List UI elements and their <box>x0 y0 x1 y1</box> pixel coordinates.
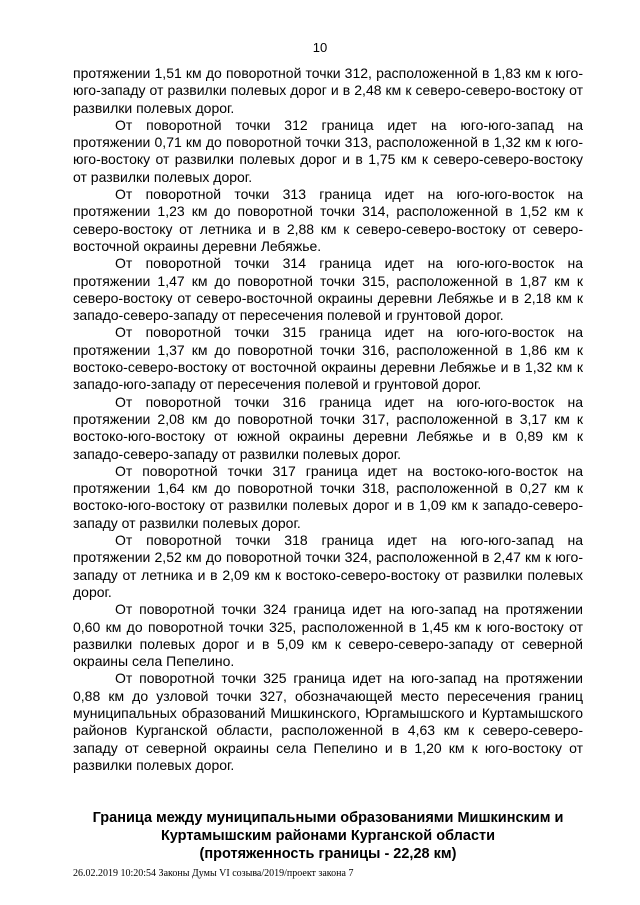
paragraph-continuation: протяжении 1,51 км до поворотной точки 312, расположенной в 1,83 км к юго-юго-западу от развилки полевых дорог и в 2,48 км к северо-северо-востоку от развилки полевых дорог. <box>73 65 583 116</box>
section-heading <box>73 809 583 863</box>
paragraph-point-314: От поворотной точки 314 граница идет на юго-юго-восток на протяжении 1,47 км до поворотной точки 315, расположенной в 1,87 км к северо-востоку от северо-восточной окраины деревни Лебяжье и в 2,18 км к западо-северо-западу от пересечения полевой и грунтовой дорог. <box>73 255 583 324</box>
paragraph-point-312: От поворотной точки 312 граница идет на юго-юго-запад на протяжении 0,71 км до поворотной точки 313, расположенной в 1,32 км к юго-юго-востоку от развилки полевых дорог и в 1,75 км к северо-северо-востоку от развилки полевых дорог. <box>73 116 583 185</box>
paragraph-point-325: От поворотной точки 325 граница идет на юго-запад на протяжении 0,88 км до узловой точки 327, обозначающей место пересечения границ муниципальных образований Мишкинского, Юргамышского и Куртамышского районов Курганской области, расположенной в 4,63 км к северо-северо-западу от северной окраины села Пепелино и в 1,20 км к юго-востоку от развилки полевых дорог. <box>73 670 583 773</box>
paragraph-point-317: От поворотной точки 317 граница идет на востоко-юго-восток на протяжении 1,64 км до поворотной точки 318, расположенной в 0,27 км к востоко-юго-востоку от развилки полевых дорог и в 1,09 км к западо-северо-западу от развилки полевых дорог. <box>73 462 583 531</box>
section-heading-line-2: Куртамышским районами Курганской области <box>160 828 496 844</box>
paragraph-point-316: От поворотной точки 316 граница идет на юго-юго-восток на протяжении 2,08 км до поворотной точки 317, расположенной в 3,17 км к востоко-юго-востоку от южной окраины деревни Лебяжье и в 0,89 км к западо-северо-западу от развилки полевых дорог. <box>73 393 583 462</box>
paragraph-point-313: От поворотной точки 313 граница идет на юго-юго-восток на протяжении 1,23 км до поворотной точки 314, расположенной в 1,52 км к северо-востоку от летника и в 2,88 км к северо-северо-востоку от северо-восточной окраины деревни Лебяжье. <box>73 186 583 254</box>
paragraph-point-324: От поворотной точки 324 граница идет на юго-запад на протяжении 0,60 км до поворотной точки 325, расположенной в 1,45 км к юго-востоку от развилки полевых дорог и в 5,09 км к северо-северо-западу от северной окраины села Пепелино. <box>73 601 583 670</box>
page-footer: 26.02.2019 10:20:54 Законы Думы VI созыва/2019/проект закона 7 <box>73 868 354 879</box>
section-heading-line-1: Граница между муниципальными образованиями Мишкинским и <box>92 810 564 826</box>
section-heading-line-3: (протяженность границы - 22,28 км) <box>199 846 457 862</box>
paragraph-point-318: От поворотной точки 318 граница идет на юго-юго-запад на протяжении 2,52 км до поворотной точки 324, расположенной в 2,47 км к юго-западу от летника и в 2,09 км к востоко-северо-востоку от развилки полевых дорог. <box>73 532 583 600</box>
page-number: 10 <box>312 40 328 55</box>
paragraph-point-315: От поворотной точки 315 граница идет на юго-юго-восток на протяжении 1,37 км до поворотной точки 316, расположенной в 1,86 км к востоко-северо-востоку от восточной окраины деревни Лебяжье и в 1,32 км к западо-юго-западу от пересечения полевой и грунтовой дорог. <box>73 324 583 393</box>
document-body <box>73 65 583 774</box>
